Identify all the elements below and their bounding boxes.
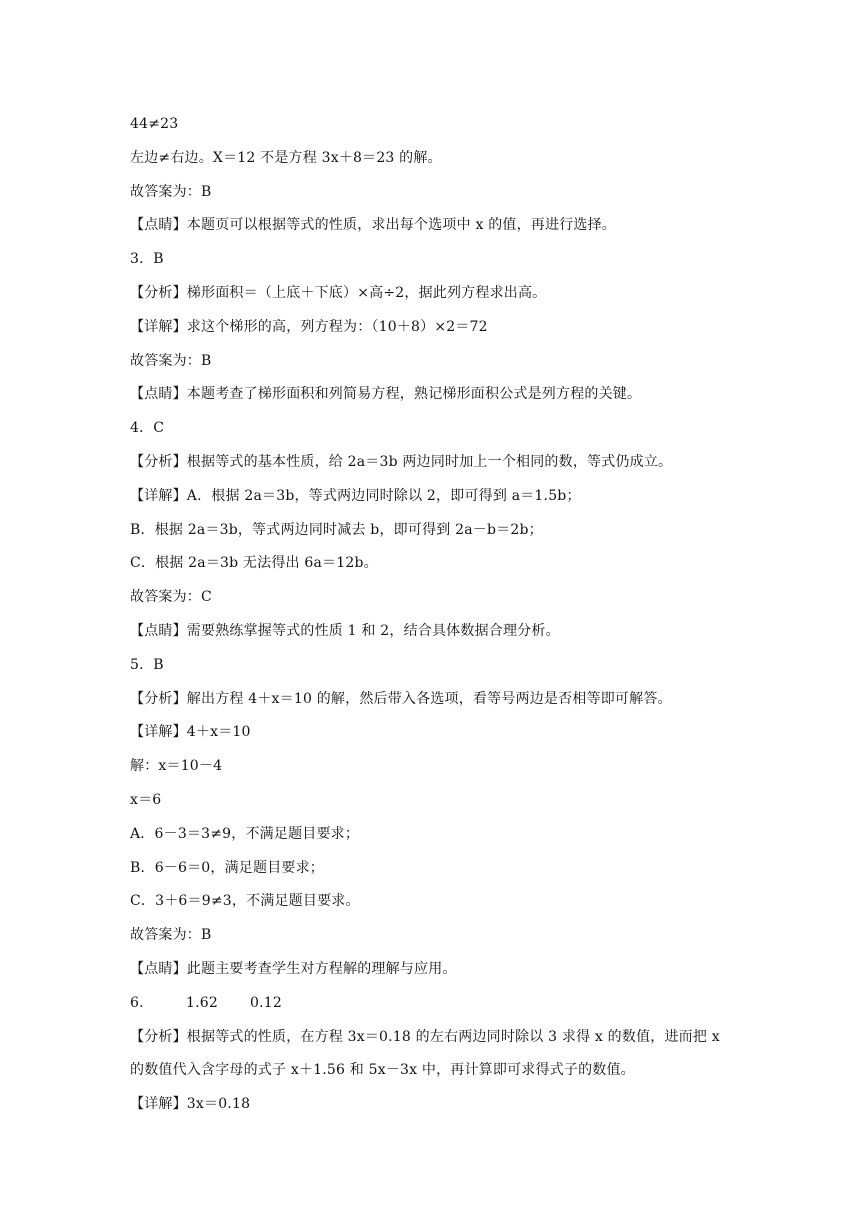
analysis-line: 【分析】根据等式的性质，在方程 3x＝0.18 的左右两边同时除以 3 求得 x 的数值，进而把 x (130, 1028, 720, 1045)
text-line: 左边≠右边。X＝12 不是方程 3x＋8＝23 的解。 (130, 149, 442, 166)
document-page (130, 108, 750, 1122)
detail-line: 【详解】求这个梯形的高，列方程为：（10＋8）×2＝72 (130, 318, 488, 335)
detail-line: 【详解】A．根据 2a＝3b，等式两边同时除以 2，即可得到 a＝1.5b； (130, 487, 581, 504)
question-6-number: 6． (130, 994, 154, 1011)
text-line: 解：x＝10－4 (130, 758, 223, 775)
text-line: C．根据 2a＝3b 无法得出 6a＝12b。 (130, 555, 378, 572)
answer-line: 故答案为：B (130, 183, 212, 200)
text-line: B．根据 2a＝3b，等式两边同时减去 b，即可得到 2a－b＝2b； (130, 521, 543, 538)
text-line: 的数值代入含字母的式子 x＋1.56 和 5x－3x 中，再计算即可求得式子的数值。 (130, 1062, 635, 1079)
detail-line: 【详解】3x＝0.18 (130, 1096, 251, 1113)
answer-line: 故答案为：B (130, 352, 212, 369)
comment-line: 【点睛】本题考查了梯形面积和列简易方程，熟记梯形面积公式是列方程的关键。 (130, 386, 642, 403)
comment-line: 【点睛】本题页可以根据等式的性质，求出每个选项中 x 的值，再进行选择。 (130, 217, 616, 234)
question-6-answer-row (130, 987, 750, 1021)
text-line: x＝6 (130, 791, 162, 808)
analysis-line: 【分析】根据等式的基本性质，给 2a＝3b 两边同时加上一个相同的数，等式仍成立。 (130, 453, 673, 470)
answer-line: 故答案为：C (130, 589, 212, 606)
analysis-line: 【分析】梯形面积＝（上底＋下底）×高÷2，据此列方程求出高。 (130, 284, 547, 301)
question-6-answer-2: 0.12 (250, 994, 282, 1011)
text-line: 44≠23 (130, 116, 179, 132)
detail-line: 【详解】4＋x＝10 (130, 724, 251, 741)
comment-line: 【点睛】需要熟练掌握等式的性质 1 和 2，结合具体数据合理分析。 (130, 622, 560, 639)
question-number: 3．B (130, 251, 164, 268)
answer-line: 故答案为：B (130, 927, 212, 944)
question-number: 5．B (130, 656, 164, 673)
analysis-line: 【分析】解出方程 4＋x＝10 的解，然后带入各选项，看等号两边是否相等即可解答。 (130, 690, 672, 707)
text-line: B．6－6＝0，满足题目要求； (130, 859, 325, 876)
question-number: 4．C (130, 420, 165, 437)
question-6-answer-1: 1.62 (186, 994, 218, 1011)
comment-line: 【点睛】此题主要考查学生对方程解的理解与应用。 (130, 960, 457, 977)
text-line: A．6－3＝3≠9，不满足题目要求； (130, 825, 360, 842)
text-line: C．3＋6＝9≠3，不满足题目要求。 (130, 893, 360, 910)
